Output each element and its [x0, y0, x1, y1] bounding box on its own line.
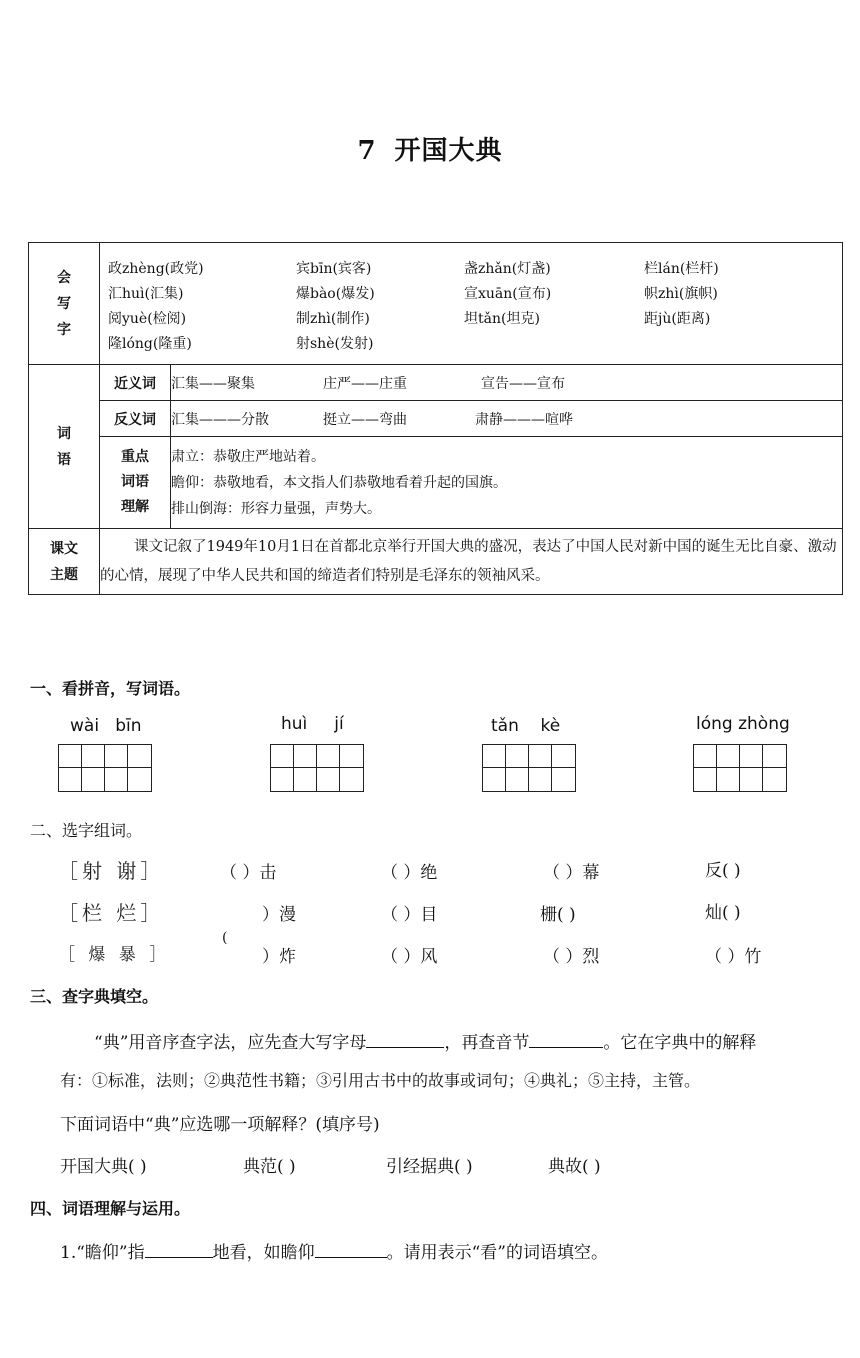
fill-item[interactable]: （ ）风 — [381, 947, 438, 967]
section4-heading: 四、词语理解与运用。 — [30, 1199, 191, 1218]
synonym-pair: 汇集——聚集 — [171, 375, 255, 392]
lesson-summary-table — [28, 242, 843, 595]
fill-item[interactable]: ）漫 — [262, 905, 296, 925]
char-item: 制zhì(制作) — [296, 311, 370, 327]
antonym-pair: 汇集———分散 — [171, 411, 269, 428]
answer-blank[interactable] — [315, 1239, 387, 1258]
synonyms-cell — [171, 365, 843, 401]
theme-text: 课文记叙了1949年10月1日在首都北京举行开国大典的盛况，表达了中国人民对新中国的诞生无比自豪、激动的心情，展现了中华人民共和国的缔造者们特别是毛泽东的领袖风采。 — [100, 529, 843, 595]
lesson-title: 开国大典 — [394, 136, 503, 166]
char-choice: ［射 谢］ — [58, 859, 165, 883]
char-item: 宾bīn(宾客) — [296, 261, 372, 277]
write-chars-header: 会 写 字 — [29, 243, 100, 365]
section3-heading: 三、查字典填空。 — [30, 987, 159, 1006]
antonym-pair: 挺立——弯曲 — [323, 411, 407, 428]
fill-item[interactable]: 反( ) — [705, 861, 741, 881]
key-words-cell — [171, 437, 843, 529]
fill-item[interactable]: （ ）击 — [220, 863, 277, 883]
char-item: 栏lán(栏杆) — [644, 261, 719, 277]
antonym-pair: 肃静———喧哗 — [475, 411, 573, 428]
pinyin-prompt: wài bīn — [70, 716, 142, 736]
fill-item[interactable]: （ ）幕 — [543, 863, 600, 883]
instruction-line: 下面词语中“典”应选哪一项解释？(填序号) — [60, 1115, 380, 1135]
answer-blank[interactable] — [145, 1239, 213, 1258]
char-item: 坦tǎn(坦克) — [464, 311, 540, 327]
definition-line: 肃立：恭敬庄严地站着。 — [171, 448, 325, 465]
definitions-line: 有：①标准，法则；②典范性书籍；③引用古书中的故事或词句；④典礼；⑤主持，主管。 — [60, 1071, 701, 1090]
choice-item[interactable]: 典故( ) — [548, 1157, 601, 1177]
synonyms-label: 近义词 — [100, 365, 171, 401]
char-item: 盏zhǎn(灯盏) — [464, 261, 551, 277]
lesson-number: 7 — [357, 136, 377, 166]
theme-label: 课文 主题 — [29, 529, 100, 595]
dictionary-question: “典”用音序查字法，应先查大写字母 ，再查音节 。它在字典中的解释 — [94, 1028, 756, 1053]
synonym-pair: 宣告——宣布 — [481, 375, 565, 392]
fill-item[interactable]: 栅( ) — [540, 905, 576, 925]
char-item: 宣xuān(宣布) — [464, 286, 552, 302]
pinyin-prompt: huì jí — [281, 714, 344, 734]
writing-box[interactable] — [270, 744, 364, 792]
choice-item[interactable]: 引经据典( ) — [386, 1157, 473, 1177]
antonyms-label: 反义词 — [100, 401, 171, 437]
antonyms-cell — [171, 401, 843, 437]
writing-box[interactable] — [482, 744, 576, 792]
char-item: 射shè(发射) — [296, 336, 374, 352]
write-chars-grid — [100, 246, 842, 361]
definition-line: 瞻仰：恭敬地看，本文指人们恭敬地看着升起的国旗。 — [171, 474, 507, 491]
section1-heading: 一、看拼音，写词语。 — [30, 679, 191, 698]
char-item: 汇huì(汇集) — [108, 286, 184, 302]
fill-item[interactable]: （ ）竹 — [705, 947, 762, 967]
char-item: 爆bào(爆发) — [296, 286, 375, 302]
choice-item[interactable]: 典范( ) — [243, 1157, 296, 1177]
open-paren: ( — [222, 930, 228, 946]
definition-line: 排山倒海：形容力量强，声势大。 — [171, 500, 381, 517]
char-item: 距jù(距离) — [644, 311, 711, 327]
page-title — [0, 130, 860, 167]
char-choice: ［栏 烂］ — [58, 901, 165, 925]
words-header: 词 语 — [29, 365, 100, 529]
fill-item[interactable]: ）炸 — [262, 947, 296, 967]
char-item: 阅yuè(检阅) — [108, 311, 187, 327]
writing-box[interactable] — [693, 744, 787, 792]
key-words-label: 重点 词语 理解 — [100, 437, 171, 529]
fill-item[interactable]: （ ）绝 — [381, 863, 438, 883]
fill-item[interactable]: 灿( ) — [705, 903, 741, 923]
pinyin-prompt: tǎn kè — [491, 716, 561, 736]
answer-blank[interactable] — [529, 1029, 603, 1048]
char-item: 隆lóng(隆重) — [108, 336, 192, 352]
char-choice: ［ 爆 暴 ］ — [58, 945, 171, 965]
writing-box[interactable] — [58, 744, 152, 792]
question-1: 1.“瞻仰”指 地看，如瞻仰 。请用表示“看”的词语填空。 — [60, 1238, 608, 1263]
char-item: 政zhèng(政党) — [108, 261, 204, 277]
char-item: 帜zhì(旗帜) — [644, 286, 718, 302]
section2-heading: 二、选字组词。 — [30, 821, 143, 840]
synonym-pair: 庄严——庄重 — [323, 375, 407, 392]
write-chars-cell — [100, 243, 843, 365]
choice-item[interactable]: 开国大典( ) — [60, 1157, 147, 1177]
fill-item[interactable]: （ ）目 — [381, 905, 438, 925]
answer-blank[interactable] — [366, 1029, 444, 1048]
pinyin-prompt: lóng zhòng — [696, 714, 790, 734]
fill-item[interactable]: （ ）烈 — [543, 947, 600, 967]
